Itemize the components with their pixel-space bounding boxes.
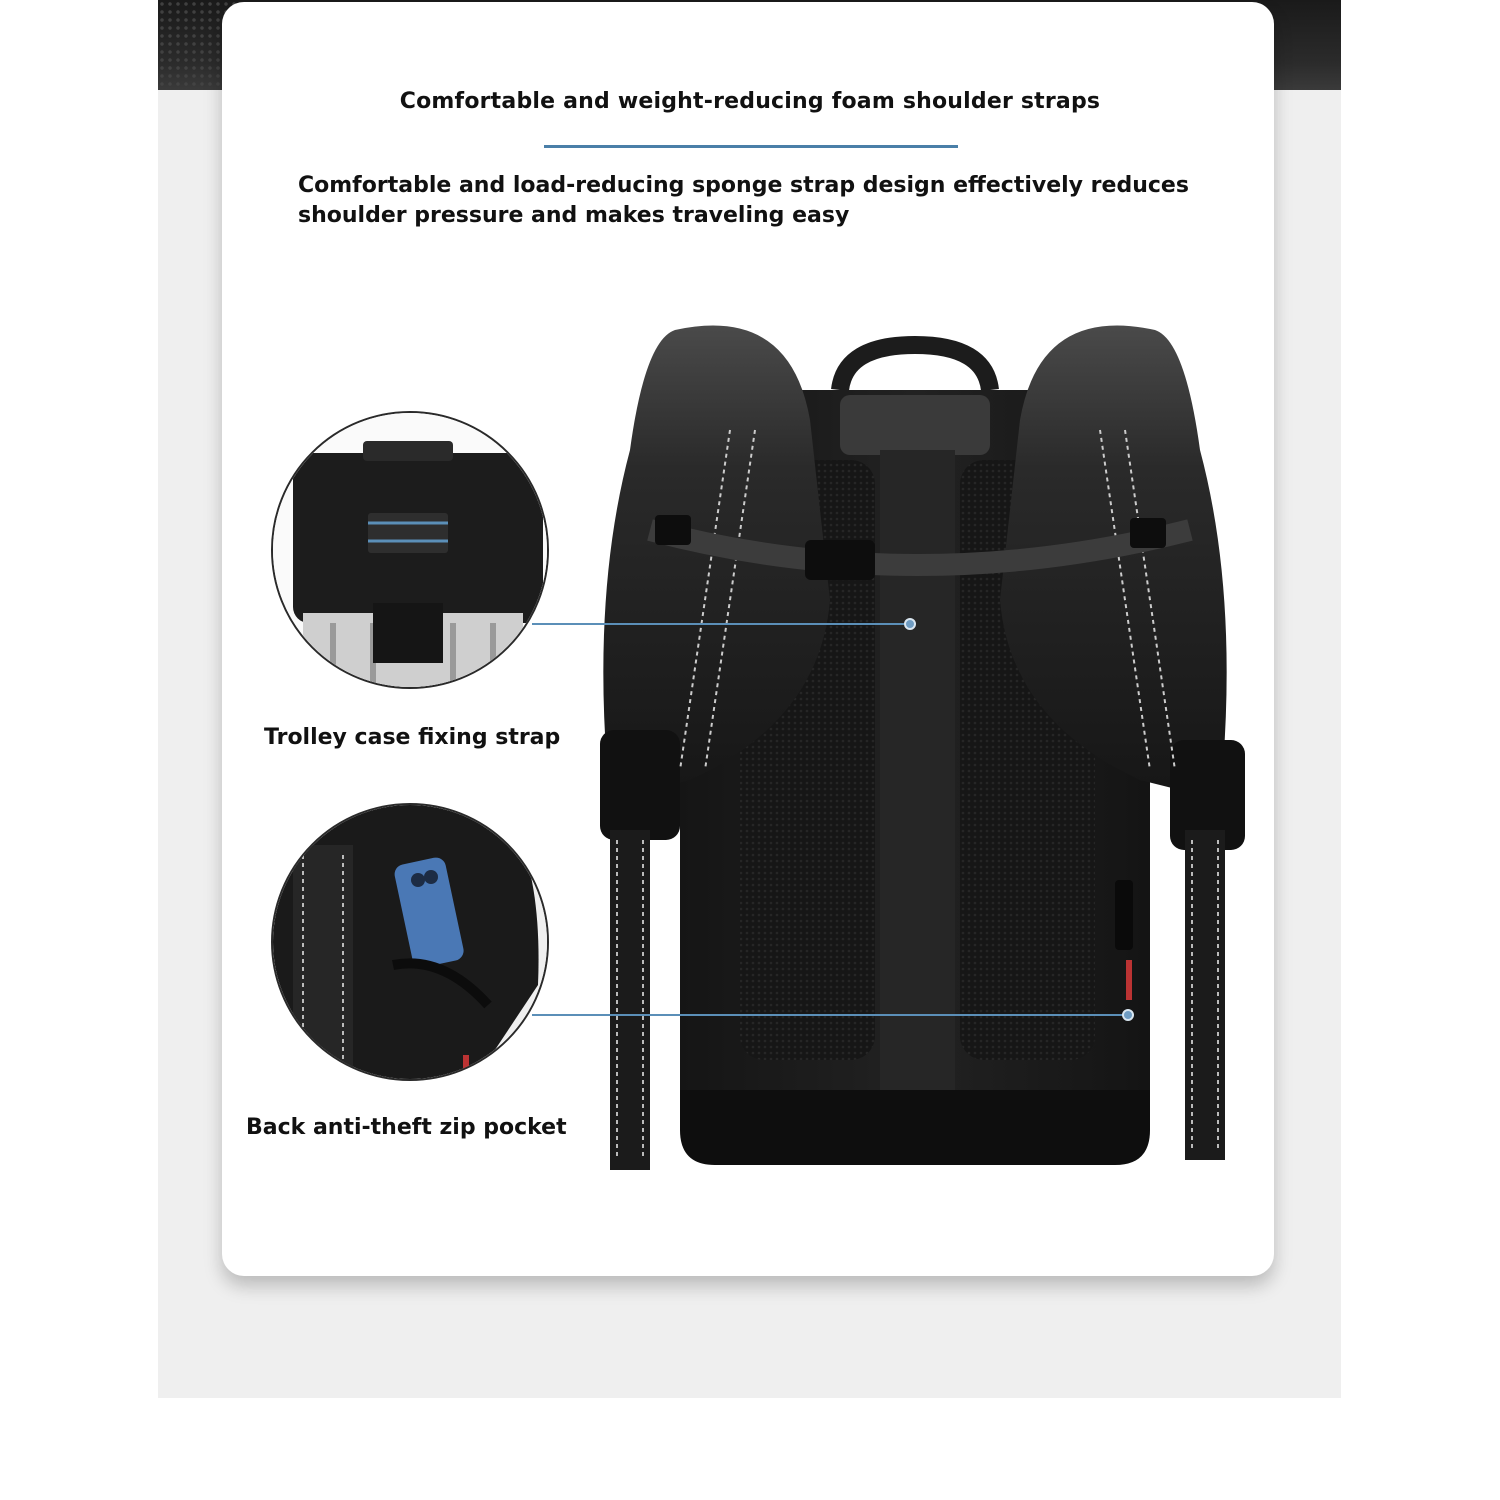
callout-line-trolley <box>532 623 904 625</box>
anti-theft-pocket-label: Back anti-theft zip pocket <box>246 1115 567 1140</box>
trolley-strap-label: Trolley case fixing strap <box>264 725 561 750</box>
trolley-strap-detail-image <box>271 411 549 689</box>
callout-line-pocket <box>532 1014 1124 1016</box>
callout-dot-pocket <box>1122 1009 1134 1021</box>
anti-theft-pocket-detail-image <box>271 803 549 1081</box>
title-divider <box>544 145 958 148</box>
feature-title: Comfortable and weight-reducing foam shoulder straps <box>399 89 1101 114</box>
backpack-back-view-image <box>570 300 1260 1180</box>
feature-description: Comfortable and load-reducing sponge strap design effectively reduces shoulder pressure and makes traveling easy <box>298 173 1189 228</box>
callout-dot-trolley <box>904 618 916 630</box>
